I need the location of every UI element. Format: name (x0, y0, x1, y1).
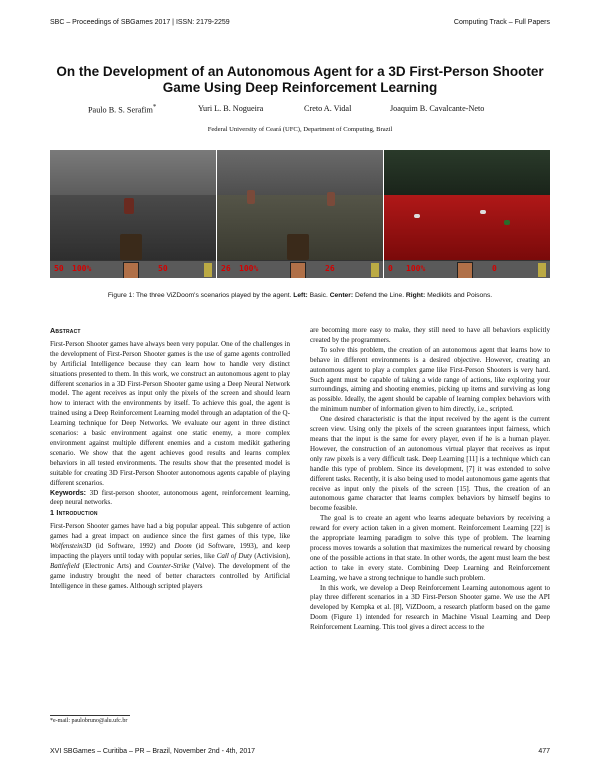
caption-center-label: Center: (329, 292, 354, 299)
keywords (50, 489, 290, 509)
text-run: (Activision), (252, 551, 291, 560)
enemy-sprite (124, 198, 134, 214)
author-name: Paulo B. S. Serafim (88, 105, 153, 115)
text-run: First-Person Shooter games have had a big popular appeal. This subgenre of action games had a great impact on audience since the first games of this type, like (50, 522, 290, 541)
intro-paragraph-1-continued: are becoming more easy to make, they still need to have all behaviors explicitly created by the programmers. (310, 326, 550, 344)
doom-hud (217, 260, 383, 278)
intro-paragraph-5: In this work, we develop a Deep Reinforcement Learning autonomous agent to play three different scenarios in a 3D First-Person Shooter game. We use the API developed by Kempka et al. [8], ViZDoom, a research platform based on the game Doom (Figure 1) intended for research in Machine Visual Learning and Deep Reinforcement Learning. This tool gives a direct access to the (310, 583, 550, 632)
hud-keys-icon (204, 263, 212, 277)
keywords-label: Keywords: (50, 489, 87, 497)
author-2 (198, 104, 263, 113)
enemy-sprite (327, 192, 335, 206)
hud-health: 100% (406, 264, 426, 273)
poison-sprite (504, 220, 510, 225)
caption-right: Medikits and Poisons. (427, 292, 493, 299)
caption-left: Basic. (309, 292, 328, 299)
enemy-sprite (247, 190, 255, 204)
hud-health: 100% (72, 264, 92, 273)
abstract-heading: Abstract (50, 326, 81, 335)
abstract-body: First-Person Shooter games have always been very popular. One of the challenges in the development of First-Person Shooter games is the use of game agents controlled by Artificial Intelligence because they can learn how to handle very distinct situations presented to them. In this work, we construct an autonomous agent to play different scenarios in a 3D First-Person Shooter game using a Deep Neural Network model. The agent receives as input only the pixels of the screen and should learn how to interact with the environments by itself. To achieve this goal, the agent is trained using a Deep Reinforcement Learning model through an adaptation of the Q-Learning technique for Deep Networks. We evaluate our agent in three distinct scenarios: a basic environment against one static enemy, a more complex environment against multiple different enemies and a custom medikit gathering scenario. We show that the agent achieves good results and learns complex behaviors in all tested environments. The results show that the presented model is suitable for creating 3D First-Person Shooter autonomous agents capable of playing different scenarios. (50, 339, 290, 487)
intro-paragraph-1 (50, 522, 290, 591)
medikit-sprite (414, 214, 420, 218)
marine-face-icon (123, 262, 139, 278)
player-weapon (120, 234, 142, 260)
hud-ammo: 0 (388, 264, 393, 273)
figure-caption (50, 292, 550, 299)
page-number: 477 (538, 748, 550, 755)
game-title: Doom (174, 542, 192, 551)
keywords-text: 3D first-person shooter, autonomous agent, reinforcement learning, deep neural networks. (50, 488, 290, 507)
player-weapon (287, 234, 309, 260)
author-name: Creto A. Vidal (304, 104, 352, 113)
author-1 (88, 104, 156, 115)
scenario-defend-line-screenshot (217, 150, 383, 278)
floor (384, 195, 550, 260)
introduction-heading: 1 Introduction (50, 508, 98, 518)
caption-prefix: Figure 1: The three ViZDoom's scenarios played by the agent. (107, 292, 292, 299)
ceiling (384, 150, 550, 195)
author-4 (390, 104, 484, 113)
footnote-email: *e-mail: paulobruno@alu.ufc.br (50, 718, 128, 724)
hud-health: 100% (239, 264, 259, 273)
scenario-medikits-screenshot (384, 150, 550, 278)
ceiling (50, 150, 216, 195)
scenario-basic-screenshot (50, 150, 216, 278)
running-header-left: SBC – Proceedings of SBGames 2017 | ISSN: 2179-2259 (50, 19, 230, 26)
text-run: (Electronic Arts) and (79, 561, 148, 570)
text-run: (id Software, 1992) and (91, 542, 175, 551)
left-column (50, 326, 290, 592)
caption-right-label: Right: (405, 292, 426, 299)
footer-conference: XVI SBGames – Curitiba – PR – Brazil, November 2nd - 4th, 2017 (50, 748, 256, 755)
affiliation: Federal University of Ceará (UFC), Department of Computing, Brazil (207, 126, 393, 133)
paper-title: On the Development of an Autonomous Agent for a 3D First-Person Shooter Game Using Deep Reinforcement Learning (56, 64, 544, 95)
doom-hud (384, 260, 550, 278)
caption-left-label: Left: (293, 292, 308, 299)
author-name: Yuri L. B. Nogueira (198, 104, 264, 113)
ceiling (217, 150, 383, 195)
author-name: Joaquim B. Cavalcante-Neto (390, 104, 485, 113)
author-3 (304, 104, 351, 113)
caption-center: Defend the Line. (354, 292, 405, 299)
hud-armor: 50 (158, 264, 168, 273)
footnote-rule (50, 715, 130, 716)
hud-keys-icon (371, 263, 379, 277)
game-title: Battlefield (50, 561, 80, 570)
hud-armor: 26 (325, 264, 335, 273)
hud-ammo: 26 (221, 264, 231, 273)
hud-armor: 0 (492, 264, 497, 273)
marine-face-icon (290, 262, 306, 278)
figure-1 (50, 150, 550, 278)
intro-paragraph-3: One desired characteristic is that the input received by the agent is the current screen view. Using only the pixels of the screen guarantees input fairness, which means that the input is the same for every player, even if he is a human player. However, the construction of an autonomous virtual player that receives as input only raw pixels is a very difficult task. Deep Learning [11] is a technique which can handle this type of problem. Since its development, [7] it was extended to solve different tasks. Recently, it is also being used to model autonomous game agents that receive as input only the pixels of the screen [15]. Thus, the creation of an autonomous game character that learns complex behaviors by himself begins to become feasible. (310, 415, 550, 513)
hud-keys-icon (538, 263, 546, 277)
game-title: Call of Duty (216, 551, 253, 560)
text-run: (id Software, 1993), and keep impacting the players until today with popular series, like (50, 542, 290, 560)
doom-hud (50, 260, 216, 278)
text-run: (Valve). The development of the game industry brought the need of better characters controlled by Artificial Intelligence in these games. Although scripted players (50, 561, 290, 590)
hud-ammo: 50 (54, 264, 64, 273)
right-column (310, 326, 550, 633)
game-title: Counter-Strike (147, 561, 190, 570)
author-footnote-mark: * (152, 104, 157, 111)
intro-paragraph-4: The goal is to create an agent who learns adequate behaviors by receiving a reward for every action taken in a given moment. Reinforcement Learning [22] is the appropriate learning paradigm to solve this type of problem. The learning process moves towards a solution that maximizes the numerical reward by choosing one of the possible actions in that state. In other words, the agent must learn the best action to take in every state. Combining Deep Learning and Reinforcement Learning, we have a strong technique to handle such problem. (310, 514, 550, 582)
game-title: Wolfenstein3D (50, 542, 92, 551)
intro-paragraph-2: To solve this problem, the creation of an autonomous agent that learns how to behave in different environments is a desired objective. However, creating an autonomous agent to play a complex game like First-Person Shooters is very hard. Such agent must be capable of taking a wide range of actions, like exploring your surroundings, aiming and shooting enemies, picking up items and surviving as long as possible. Ideally, the agent should be capable of learning complex behaviors with the minimum number of information given to him directly, i.e., scripted. (310, 345, 550, 414)
medikit-sprite (480, 210, 486, 214)
running-header-right: Computing Track – Full Papers (453, 19, 550, 26)
marine-face-icon (457, 262, 473, 278)
